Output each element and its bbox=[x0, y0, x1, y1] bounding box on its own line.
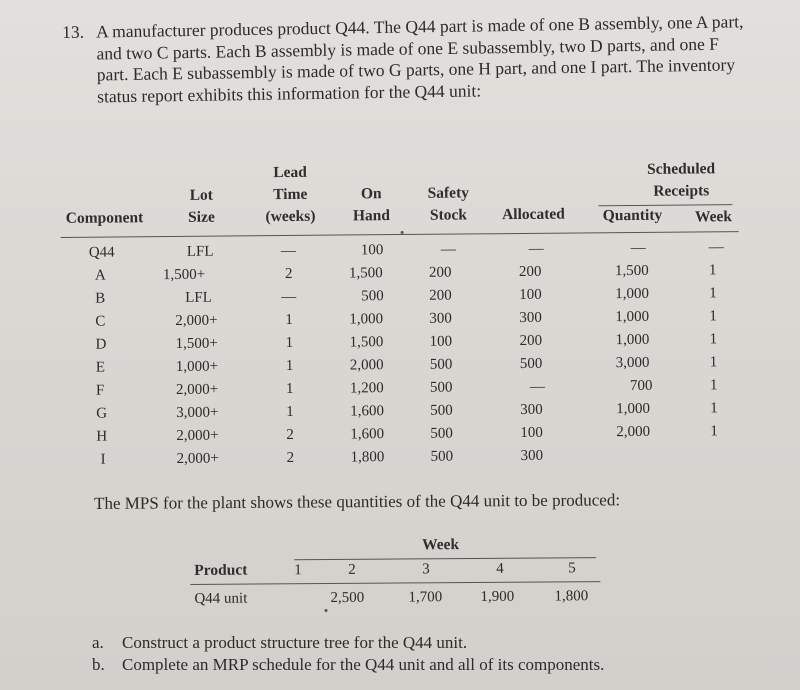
header-lead-time bbox=[248, 162, 333, 229]
cell-safety-stock: 500 bbox=[430, 425, 453, 442]
header-time-label: Time bbox=[273, 185, 308, 204]
cell-lot-size: 3,000+ bbox=[176, 404, 219, 421]
cell-lead-time: 1 bbox=[285, 334, 294, 352]
cell-component: G bbox=[96, 405, 108, 422]
cell-lead-time: 1 bbox=[286, 403, 294, 421]
header-scheduled-label: Scheduled bbox=[646, 160, 716, 178]
header-component-label: Component bbox=[65, 209, 144, 227]
cell-lot-size: 1,500+ bbox=[162, 266, 206, 284]
question-b-text: Complete an MRP schedule for the Q44 unit and all of its components. bbox=[122, 655, 605, 674]
table-body bbox=[59, 236, 751, 482]
cell-lead-time: 1 bbox=[285, 380, 294, 398]
stray-mark bbox=[401, 231, 404, 234]
mps-qty-week-5: 1,800 bbox=[554, 588, 589, 605]
cell-lead-time: 2 bbox=[286, 426, 294, 444]
cell-on-hand: 2,000 bbox=[349, 357, 384, 374]
header-hand-label: Hand bbox=[352, 207, 391, 225]
header-safety-stock bbox=[408, 182, 488, 227]
cell-allocated: 300 bbox=[520, 401, 543, 418]
question-a-label: a. bbox=[92, 633, 104, 652]
cell-week: 1 bbox=[710, 423, 718, 440]
mps-product-header: Product bbox=[194, 561, 248, 579]
cell-component: B bbox=[95, 290, 106, 307]
question-b-label: b. bbox=[92, 655, 105, 674]
cell-safety-stock: — bbox=[440, 241, 456, 258]
questions-list bbox=[92, 632, 604, 676]
cell-week: — bbox=[708, 239, 724, 256]
cell-quantity: 1,000 bbox=[616, 400, 650, 418]
header-size-label: Size bbox=[188, 208, 215, 226]
cell-lead-time: — bbox=[280, 242, 296, 260]
inventory-status-table bbox=[58, 156, 751, 482]
question-b bbox=[92, 654, 604, 676]
cell-lot-size: 2,000+ bbox=[176, 427, 219, 444]
cell-safety-stock: 200 bbox=[428, 264, 452, 281]
cell-on-hand: 1,200 bbox=[349, 380, 384, 397]
mps-table bbox=[190, 533, 611, 616]
cell-safety-stock: 100 bbox=[429, 333, 453, 350]
mps-week-3: 3 bbox=[422, 561, 430, 578]
mps-qty-week-4: 1,900 bbox=[480, 588, 515, 605]
cell-lot-size: LFL bbox=[185, 289, 212, 306]
mps-week-header: Week bbox=[422, 536, 460, 554]
cell-allocated: 200 bbox=[518, 263, 542, 280]
cell-lead-time: 2 bbox=[286, 449, 295, 467]
cell-on-hand: 500 bbox=[361, 288, 384, 305]
cell-quantity: 1,000 bbox=[615, 308, 650, 326]
cell-safety-stock: 500 bbox=[429, 356, 453, 373]
cell-safety-stock: 500 bbox=[430, 402, 453, 419]
header-lot-label: Lot bbox=[189, 186, 213, 204]
cell-lead-time: 1 bbox=[285, 311, 293, 329]
cell-quantity: 700 bbox=[629, 377, 653, 395]
header-quantity-label: Quantity bbox=[602, 206, 663, 225]
cell-quantity: 1,500 bbox=[614, 262, 649, 280]
cell-component: E bbox=[95, 359, 106, 376]
cell-lot-size: LFL bbox=[186, 243, 214, 260]
header-component bbox=[58, 207, 150, 230]
cell-allocated: 300 bbox=[520, 447, 544, 464]
header-lead-label: Lead bbox=[273, 163, 307, 182]
header-lot-size bbox=[166, 184, 236, 229]
cell-lot-size: 1,500+ bbox=[175, 335, 218, 352]
mps-week-4: 4 bbox=[496, 560, 504, 577]
problem-text: A manufacturer produces product Q44. The Q44 part is made of one B assembly, one A part, and two C parts. Each B assembly is made of one E subassembly, two D parts, and one F part. Each E subassembly is made of two G parts, one H part, and one I part. The inventory status report exhibits this information for the Q44 unit: bbox=[95, 11, 744, 106]
cell-quantity: 1,000 bbox=[615, 331, 650, 349]
cell-allocated: — bbox=[529, 378, 546, 395]
cell-allocated: 100 bbox=[519, 286, 542, 303]
stray-mark bbox=[325, 609, 328, 612]
header-stock-label: Stock bbox=[429, 206, 468, 224]
cell-week: 1 bbox=[710, 400, 718, 417]
cell-on-hand: 1,000 bbox=[349, 311, 384, 328]
cell-week: 1 bbox=[709, 285, 717, 302]
cell-quantity: — bbox=[630, 239, 646, 257]
mps-week-2: 2 bbox=[348, 561, 356, 578]
cell-lead-time: 2 bbox=[284, 265, 293, 283]
header-allocated bbox=[488, 203, 578, 226]
cell-week: 1 bbox=[709, 377, 718, 394]
header-receipts-label: Receipts bbox=[653, 182, 710, 200]
cell-lot-size: 2,000+ bbox=[175, 312, 218, 329]
header-week bbox=[684, 206, 742, 229]
cell-allocated: — bbox=[528, 240, 544, 257]
header-on-hand bbox=[336, 183, 406, 228]
cell-safety-stock: 200 bbox=[429, 287, 452, 304]
cell-component: A bbox=[94, 267, 106, 284]
cell-lot-size: 2,000+ bbox=[176, 450, 219, 467]
cell-on-hand: 1,500 bbox=[349, 334, 384, 351]
mps-week-5: 5 bbox=[568, 560, 576, 577]
cell-allocated: 500 bbox=[519, 355, 543, 372]
question-a bbox=[92, 632, 604, 654]
problem-statement bbox=[62, 11, 753, 108]
cell-safety-stock: 500 bbox=[429, 379, 453, 396]
cell-allocated: 300 bbox=[519, 309, 542, 326]
cell-quantity: 3,000 bbox=[615, 354, 650, 372]
cell-quantity: 2,000 bbox=[616, 423, 651, 441]
mps-qty-week-3: 1,700 bbox=[408, 589, 443, 606]
cell-component: Q44 bbox=[88, 244, 115, 261]
cell-lead-time: — bbox=[281, 288, 297, 306]
cell-component: F bbox=[95, 382, 105, 399]
cell-on-hand: 1,600 bbox=[350, 426, 385, 443]
cell-on-hand: 100 bbox=[360, 242, 384, 259]
mps-intro: The MPS for the plant shows these quantities of the Q44 unit to be produced: bbox=[94, 490, 621, 513]
header-on-label: On bbox=[360, 185, 382, 203]
cell-lot-size: 2,000+ bbox=[175, 381, 219, 398]
header-safety-label: Safety bbox=[427, 184, 470, 202]
mps-week-1: 1 bbox=[294, 562, 302, 579]
cell-week: 1 bbox=[708, 262, 717, 279]
mps-week-underline bbox=[294, 557, 596, 560]
cell-allocated: 200 bbox=[519, 332, 543, 349]
cell-on-hand: 1,500 bbox=[348, 265, 383, 282]
header-scheduled-receipts bbox=[606, 158, 756, 203]
cell-on-hand: 1,600 bbox=[350, 403, 385, 420]
cell-component: I bbox=[100, 451, 106, 468]
question-a-text: Construct a product structure tree for the Q44 unit. bbox=[122, 633, 468, 652]
mps-product-name: Q44 unit bbox=[194, 590, 248, 607]
cell-component: D bbox=[95, 336, 107, 353]
cell-on-hand: 1,800 bbox=[350, 449, 385, 466]
cell-lot-size: 1,000+ bbox=[175, 358, 219, 375]
mps-header-underline bbox=[190, 581, 600, 585]
cell-quantity: 1,000 bbox=[615, 285, 649, 303]
cell-component: C bbox=[95, 313, 106, 330]
header-quantity bbox=[594, 205, 670, 228]
cell-safety-stock: 300 bbox=[429, 310, 452, 327]
table-row bbox=[61, 443, 751, 472]
cell-week: 1 bbox=[709, 354, 718, 371]
cell-allocated: 100 bbox=[520, 424, 543, 441]
header-weeks-label: (weeks) bbox=[265, 207, 316, 226]
cell-safety-stock: 500 bbox=[430, 448, 454, 465]
problem-number: 13. bbox=[62, 21, 85, 42]
header-allocated-label: Allocated bbox=[501, 205, 565, 224]
header-week-label: Week bbox=[694, 208, 733, 226]
mps-qty-week-2: 2,500 bbox=[330, 589, 365, 607]
cell-week: 1 bbox=[709, 308, 717, 325]
cell-component: H bbox=[96, 428, 108, 445]
cell-week: 1 bbox=[709, 331, 718, 348]
cell-lead-time: 1 bbox=[285, 357, 294, 375]
